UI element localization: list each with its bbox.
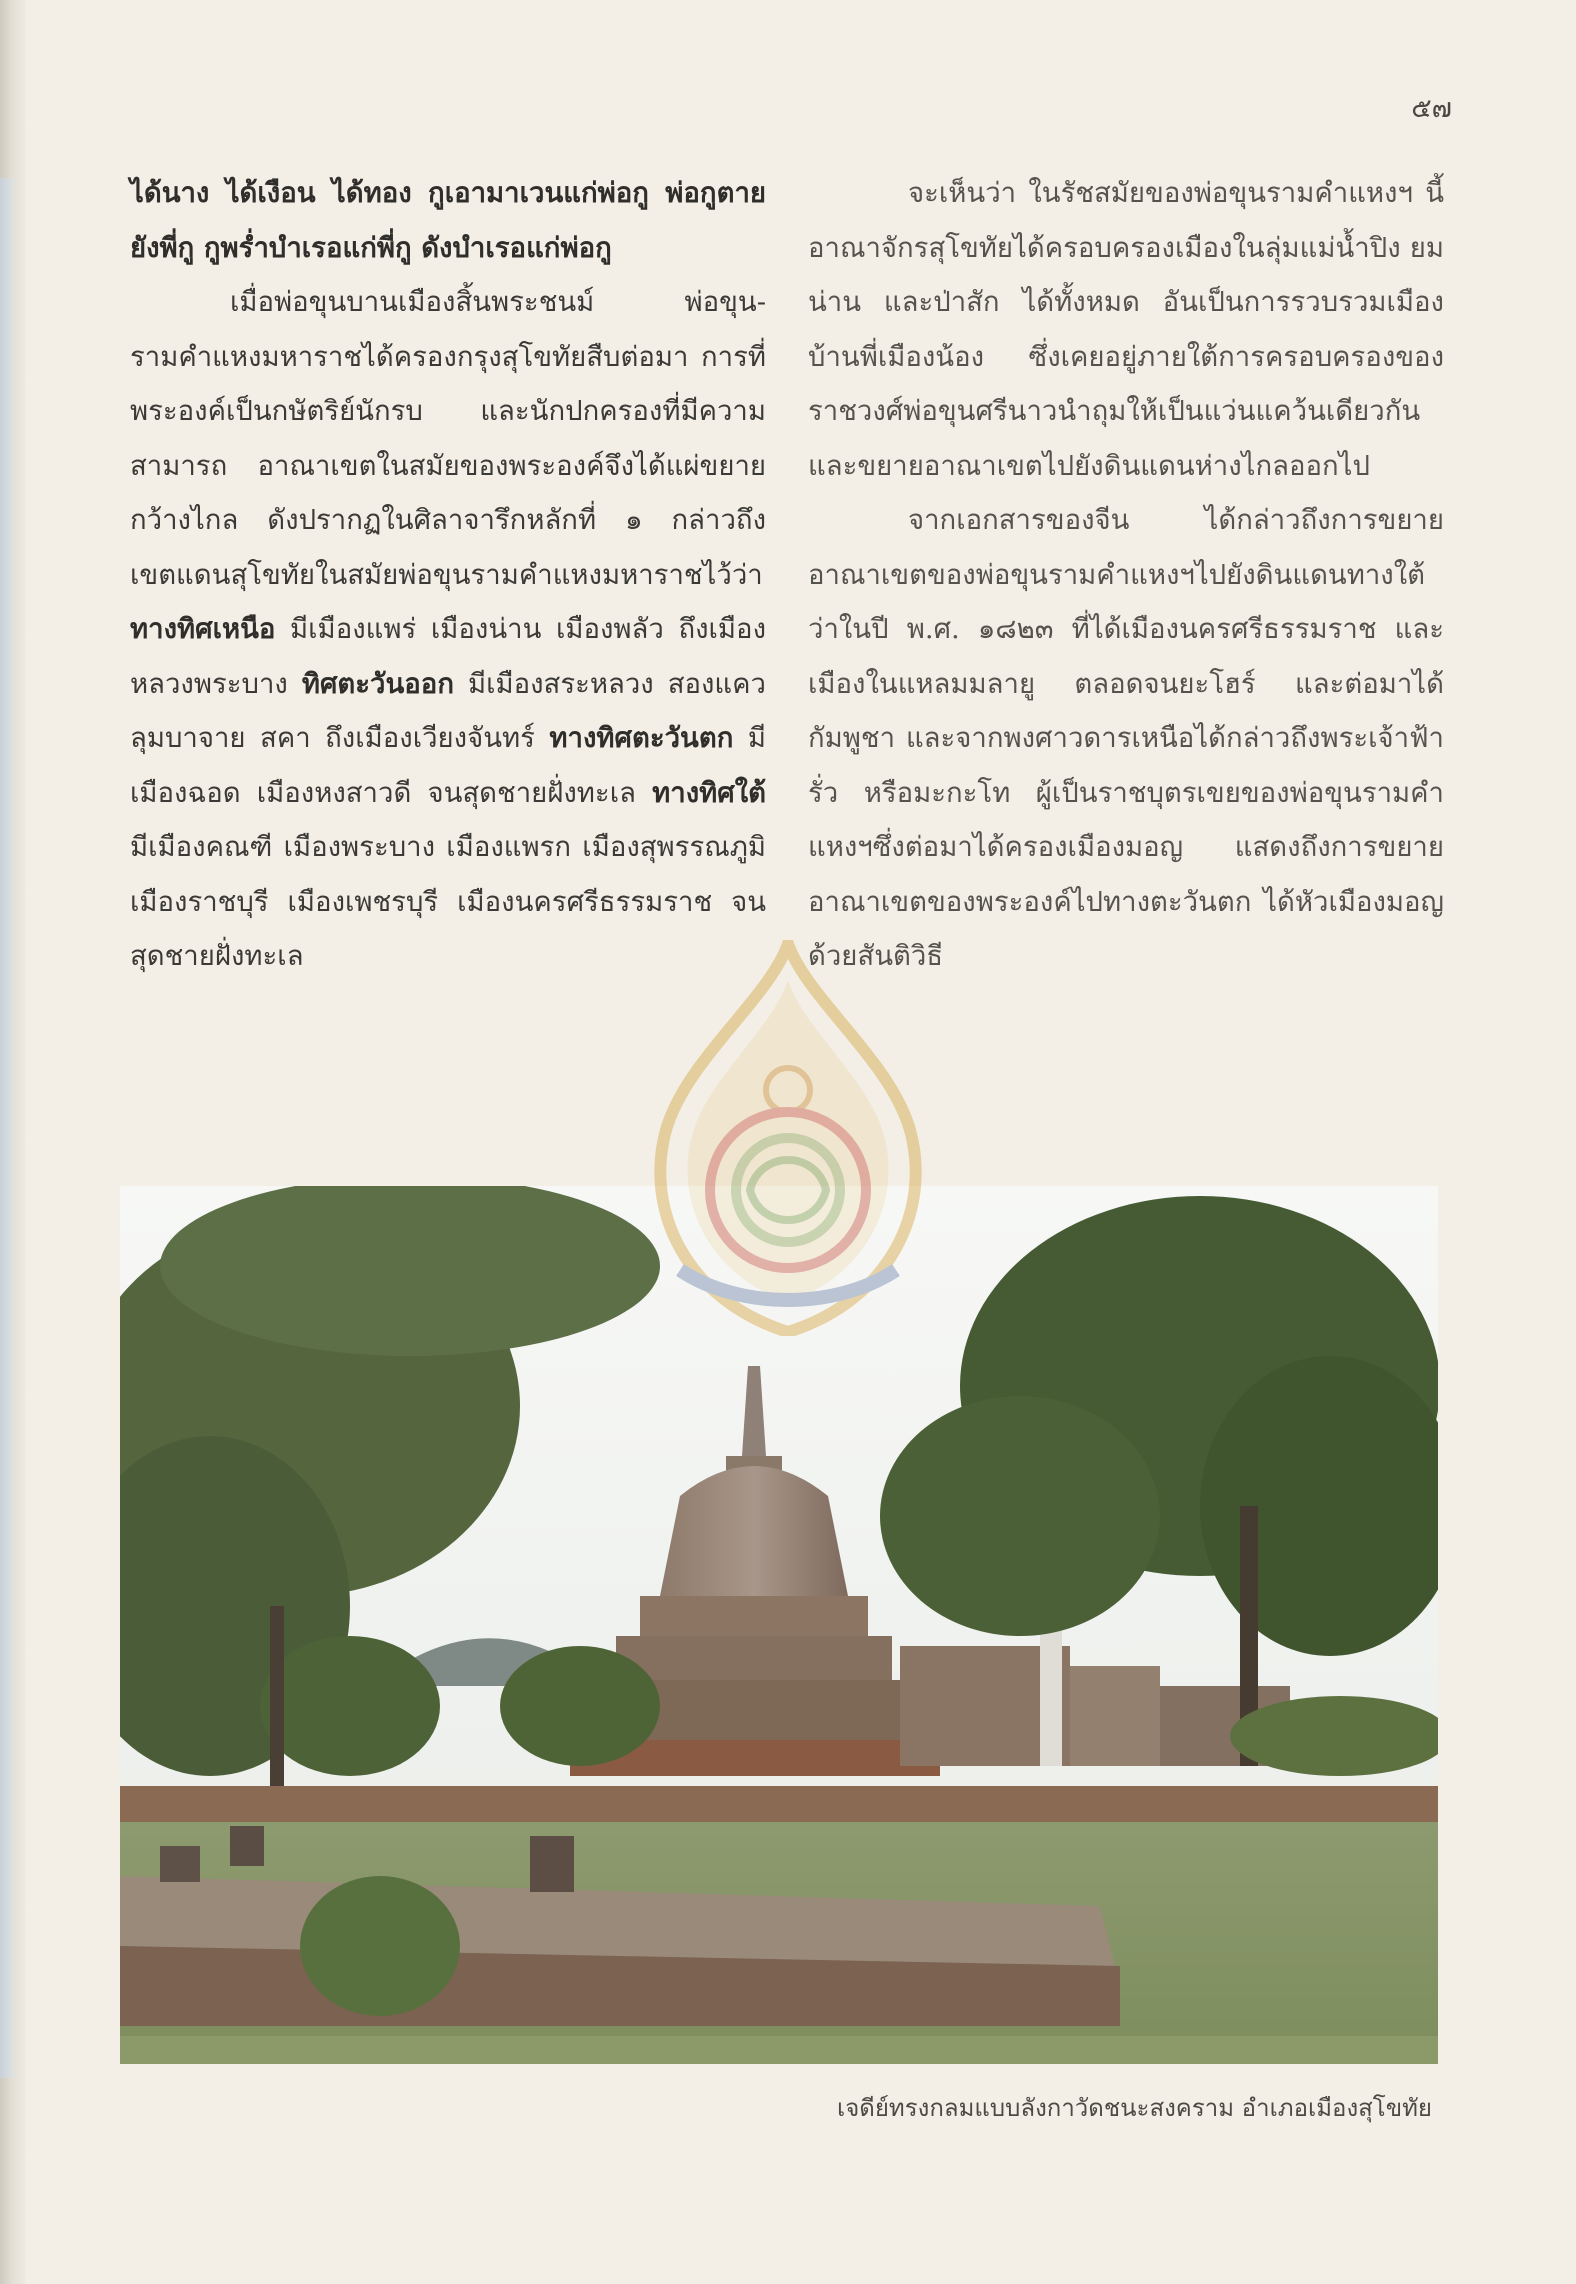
- paragraph-text: มีเมืองฉอด เมืองหงสาวดี จนสุดชายฝั่งทะเล: [130, 722, 766, 809]
- right-text-column: [808, 166, 1444, 984]
- left-text-column: [130, 166, 766, 984]
- paragraph-text: มีเมืองสระหลวง สองแคว ลุมบาจาย สคา ถึงเมืองเวียงจันทร์: [130, 667, 766, 754]
- body-paragraph: [808, 166, 1444, 493]
- emphasis-text: ได้นาง ได้เงือน ได้ทอง กูเอามาเวนแก่พ่อกู พ่อกูตายยังพี่กู กูพร่ำบำเรอแก่พี่กู ดังบำเรอแก่พ่อกู: [130, 177, 766, 264]
- emphasis-text: ทางทิศเหนือ: [130, 613, 276, 645]
- body-paragraph: [130, 275, 766, 984]
- photo-caption: เจดีย์ทรงกลมแบบลังกาวัดชนะสงคราม อำเภอเมืองสุโขทัย: [837, 2094, 1432, 2122]
- paragraph-text: จากเอกสารของจีน ได้กล่าวถึงการขยายอาณาเขตของพ่อขุนรามคำแหงฯไปยังดินแดนทางใต้ว่าในปี พ.ศ. ๑๘๒๓ ที่ได้เมืองนครศรีธรรมราช และเมืองในแหลมมลายู ตลอดจนยะโฮร์ และต่อมาได้กัมพูชา และจากพงศาวดารเหนือได้กล่าวถึงพระเจ้าฟ้ารั่ว หรือมะกะโท ผู้เป็นราชบุตรเขยของพ่อขุนรามคำแหงฯซึ่งต่อมาได้ครองเมืองมอญ แสดงถึงการขยายอาณาเขตของพระองค์ไปทางตะวันตก ได้หัวเมืองมอญด้วยสันติวิธี: [808, 504, 1444, 972]
- paragraph-text: มีเมืองแพร่ เมืองน่าน เมืองพลัว ถึงเมืองหลวงพระบาง: [130, 613, 766, 700]
- body-paragraph: [130, 166, 766, 275]
- body-paragraph: [808, 493, 1444, 984]
- paragraph-text: มีเมืองคณฑี เมืองพระบาง เมืองแพรก เมืองสุพรรณภูมิ เมืองราชบุรี เมืองเพชรบุรี เมืองนครศรีธรรมราช จนสุดชายฝั่งทะเล: [130, 831, 766, 972]
- page-edge-strip: [0, 178, 14, 2078]
- paragraph-text: จะเห็นว่า ในรัชสมัยของพ่อขุนรามคำแหงฯ นี้ อาณาจักรสุโขทัยได้ครอบครองเมืองในลุ่มแม่น้ำปิง ยม น่าน และป่าสัก ได้ทั้งหมด อันเป็นการรวบรวมเมืองบ้านพี่เมืองน้อง ซึ่งเคยอยู่ภายใต้การครอบครองของราชวงศ์พ่อขุนศรีนาวนำถุมให้เป็นแว่นแคว้นเดียวกัน และขยายอาณาเขตไปยังดินแดนห่างไกลออกไป: [808, 177, 1444, 482]
- paragraph-text: เมื่อพ่อขุนบานเมืองสิ้นพระชนม์ พ่อขุน-รามคำแหงมหาราชได้ครองกรุงสุโขทัยสืบต่อมา การที่พระองค์เป็นกษัตริย์นักรบ และนักปกครองที่มีความสามารถ อาณาเขตในสมัยของพระองค์จึงได้แผ่ขยายกว้างไกล ดังปรากฏในศิลาจารึกหลักที่ ๑ กล่าวถึงเขตแดนสุโขทัยในสมัยพ่อขุนรามคำแหงมหาราชไว้ว่า: [130, 286, 766, 591]
- emphasis-text: ทิศตะวันออก: [301, 667, 454, 700]
- emphasis-text: ทางทิศใต้: [652, 776, 766, 809]
- emphasis-text: ทางทิศตะวันตก: [549, 722, 734, 754]
- page-number: ๕๗: [1411, 93, 1452, 124]
- obec-seal-icon: [640, 940, 936, 1336]
